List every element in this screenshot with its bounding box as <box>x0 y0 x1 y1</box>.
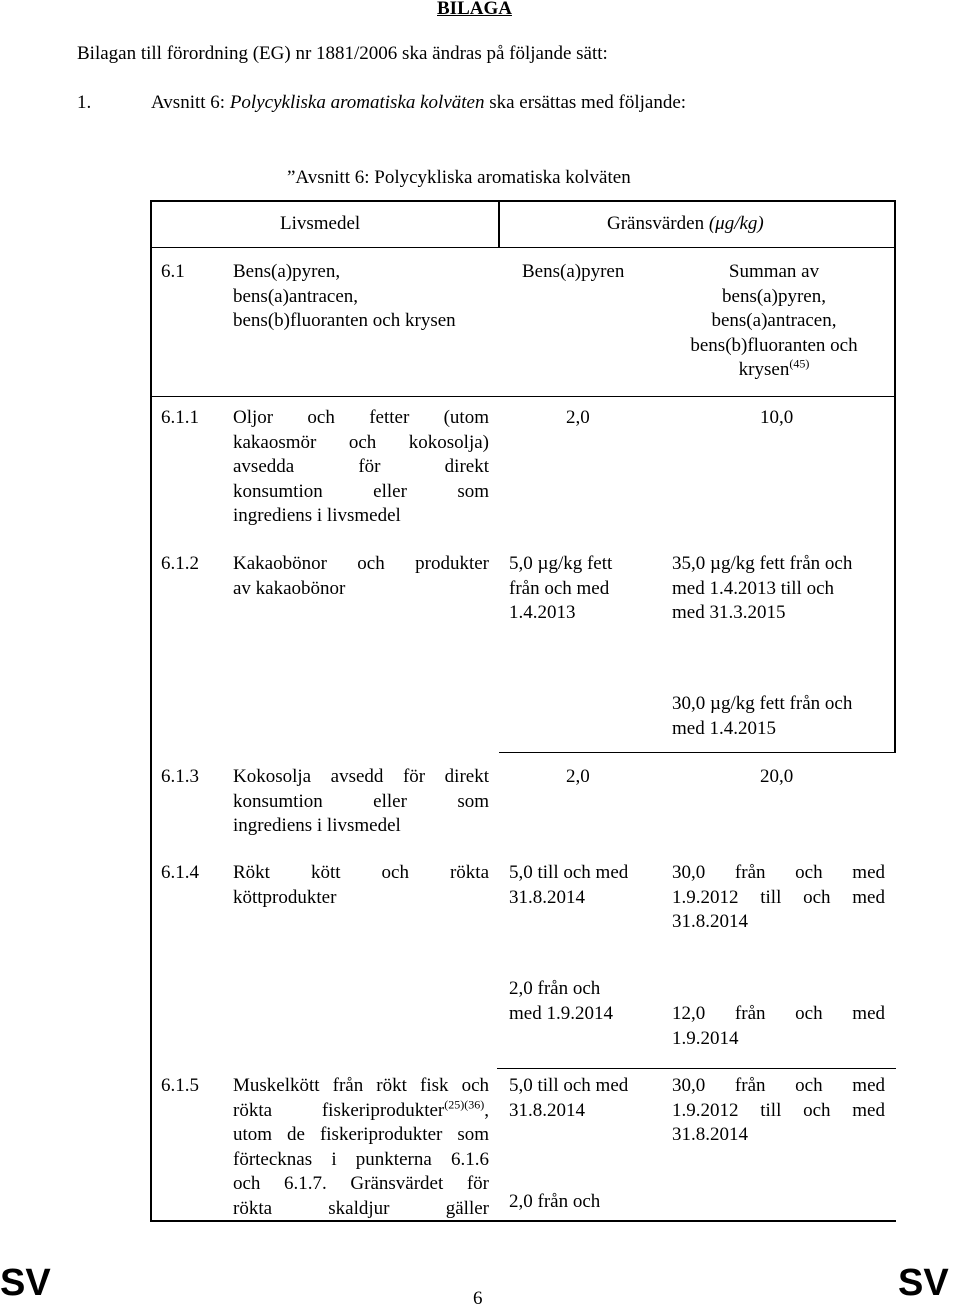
value-6-1-1-bap: 2,0 <box>566 407 590 428</box>
section-title: ”Avsnitt 6: Polycykliska aromatiska kolväten <box>287 167 631 188</box>
subheader-bensapyren: Bens(a)pyren <box>522 261 625 282</box>
value-6-1-4-sum-b: 12,0 från och med 1.9.2014 <box>672 1003 885 1049</box>
language-code-right: SV <box>898 1262 949 1304</box>
row-desc-6-1-3: Kokosolja avsedd för direkt konsumtion eller som ingrediens i livsmedel <box>233 766 489 836</box>
value-6-1-2-sum-a: 35,0 µg/kg fett från och med 1.4.2013 till och med 31.3.2015 <box>672 553 853 623</box>
language-code-left: SV <box>0 1262 51 1304</box>
row-desc-6-1: Bens(a)pyren, bens(a)antracen, bens(b)fluoranten och krysen <box>233 261 456 331</box>
footnote-45: (45) <box>789 356 810 371</box>
item-number: 1. <box>77 92 92 113</box>
footnote-25-36: (25)(36) <box>444 1097 485 1112</box>
row-number-6-1-2: 6.1.2 <box>161 553 199 574</box>
value-6-1-4-bap-a: 5,0 till och med 31.8.2014 <box>509 862 629 908</box>
value-6-1-4-bap-b: 2,0 från och med 1.9.2014 <box>509 978 613 1024</box>
subheader-summan: Summan av bens(a)pyren, bens(a)antracen, bens(b)fluoranten och krysen$^{(45)}$ <box>690 261 858 380</box>
value-6-1-5-sum-a: 30,0 från och med 1.9.2012 till och med 31.8.2014 <box>672 1075 885 1145</box>
value-6-1-5-bap-a: 5,0 till och med 31.8.2014 <box>509 1075 629 1121</box>
value-6-1-3-sum: 20,0 <box>760 766 794 787</box>
row-number-6-1-3: 6.1.3 <box>161 766 199 787</box>
page-number: 6 <box>473 1288 483 1309</box>
row-desc-6-1-5: Muskelkött från rökt fisk och rökta fiskeriprodukter$^{(25)(36)}$, utom de fiskeriprodukter som förtecknas i punkterna 6.1.6 och 6.1.7. Gränsvärdet för rökta skaldjur gäller <box>233 1075 489 1219</box>
row-desc-6-1-1: Oljor och fetter (utom kakaosmör och kokosolja) avsedda för direkt konsumtion eller som ingrediens i livsmedel <box>233 407 489 526</box>
value-6-1-5-bap-b: 2,0 från och <box>509 1191 601 1212</box>
row-number-6-1-4: 6.1.4 <box>161 862 199 883</box>
value-6-1-1-sum: 10,0 <box>760 407 794 428</box>
row-number-6-1: 6.1 <box>161 261 185 282</box>
row-number-6-1-1: 6.1.1 <box>161 407 199 428</box>
value-6-1-2-bap: 5,0 µg/kg fett från och med 1.4.2013 <box>509 553 613 623</box>
value-6-1-2-sum-b: 30,0 µg/kg fett från och med 1.4.2015 <box>672 693 853 739</box>
row-number-6-1-5: 6.1.5 <box>161 1075 199 1096</box>
item-text: Avsnitt 6: Polycykliska aromatiska kolväten ska ersättas med följande: <box>151 92 687 113</box>
column-header-gransvarden: Gränsvärden (μg/kg) <box>607 213 764 234</box>
row-desc-6-1-4: Rökt kött och rökta köttprodukter <box>233 862 489 908</box>
intro-text: Bilagan till förordning (EG) nr 1881/2006 ska ändras på följande sätt: <box>77 43 608 64</box>
value-6-1-3-bap: 2,0 <box>566 766 590 787</box>
page-title: BILAGA <box>437 0 512 19</box>
value-6-1-4-sum-a: 30,0 från och med 1.9.2012 till och med 31.8.2014 <box>672 862 885 932</box>
row-desc-6-1-2: Kakaobönor och produkter av kakaobönor <box>233 553 489 599</box>
column-header-livsmedel: Livsmedel <box>280 213 361 234</box>
